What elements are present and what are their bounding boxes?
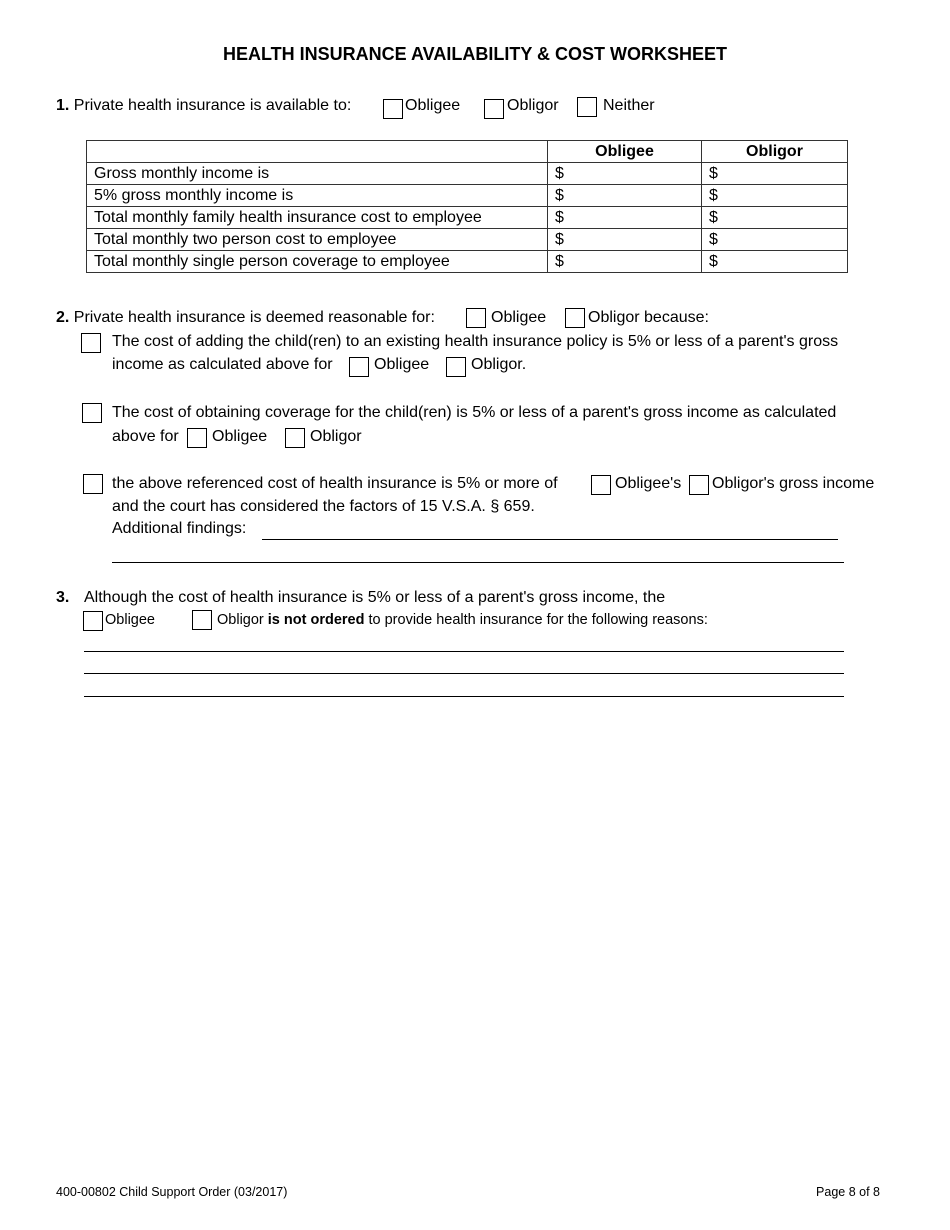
table-header-obligor: Obligor — [702, 141, 848, 163]
available-obligee-label: Obligee — [405, 97, 461, 114]
row-label: Gross monthly income is — [87, 163, 548, 185]
page-title: HEALTH INSURANCE AVAILABILITY & COST WORKSHEET — [223, 44, 727, 64]
available-obligor-label: Obligor — [507, 97, 559, 114]
section-2 — [56, 309, 435, 327]
section-3-text-line1: Although the cost of health insurance is 5% or less of a parent's gross income, the — [84, 589, 666, 606]
obligor-amount-field[interactable]: $ — [702, 251, 848, 273]
obligee-amount-field[interactable]: $ — [548, 163, 702, 185]
item-c-obligee-label: Obligee's — [615, 475, 682, 492]
available-neither-checkbox[interactable] — [577, 97, 597, 117]
item-c-obligor-label: Obligor's gross income — [712, 475, 875, 492]
reasonable-obligor-checkbox[interactable] — [565, 308, 585, 328]
item-b-text-line1: The cost of obtaining coverage for the child(ren) is 5% or less of a parent's gross income as calculated — [112, 404, 837, 421]
not-ordered-obligee-label: Obligee — [105, 612, 155, 628]
obligee-amount-field[interactable]: $ — [548, 229, 702, 251]
item-c-obligor-checkbox[interactable] — [689, 475, 709, 495]
item-a-obligee-label: Obligee — [374, 356, 430, 373]
item-b-obligor-checkbox[interactable] — [285, 428, 305, 448]
additional-findings-line-1[interactable] — [262, 539, 838, 540]
item-b-text-line2: above for — [112, 428, 179, 445]
table-row — [87, 207, 848, 229]
reasons-line-1[interactable] — [84, 651, 844, 652]
available-obligee-checkbox[interactable] — [383, 99, 403, 119]
reasonable-obligor-label: Obligor because: — [588, 309, 709, 326]
not-ordered-emphasis: is not ordered — [267, 612, 365, 628]
item-c-obligee-checkbox[interactable] — [591, 475, 611, 495]
income-cost-table — [86, 140, 848, 273]
section-2-label: Private health insurance is deemed reasonable for: — [73, 309, 435, 326]
additional-findings-label: Additional findings: — [112, 520, 247, 537]
item-a-text-line1: The cost of adding the child(ren) to an existing health insurance policy is 5% or less of a parent's gross — [112, 333, 839, 350]
obligee-amount-field[interactable]: $ — [548, 185, 702, 207]
reasonable-obligee-label: Obligee — [491, 309, 547, 326]
obligor-amount-field[interactable]: $ — [702, 185, 848, 207]
section-3-text-line2 — [217, 612, 708, 628]
not-ordered-obligor-label: Obligor — [217, 612, 264, 628]
table-header-blank — [87, 141, 548, 163]
item-a-text-line2: income as calculated above for — [112, 356, 333, 373]
reasons-line-2[interactable] — [84, 673, 844, 674]
table-row — [87, 163, 848, 185]
section-3-number: 3. — [56, 589, 70, 606]
item-b-obligee-label: Obligee — [212, 428, 268, 445]
item-a-obligor-checkbox[interactable] — [446, 357, 466, 377]
footer-page-number: Page 8 of 8 — [816, 1185, 880, 1199]
table-header-obligee: Obligee — [548, 141, 702, 163]
section-1-number: 1. — [56, 97, 70, 114]
additional-findings-line-2[interactable] — [112, 562, 844, 563]
section-1-label: Private health insurance is available to: — [73, 97, 352, 114]
section-1 — [56, 97, 351, 115]
reasons-line-3[interactable] — [84, 696, 844, 697]
reasonable-obligee-checkbox[interactable] — [466, 308, 486, 328]
item-a-checkbox[interactable] — [81, 333, 101, 353]
not-ordered-reasons-text: to provide health insurance for the following reasons: — [368, 612, 708, 628]
not-ordered-obligee-checkbox[interactable] — [83, 611, 103, 631]
obligor-amount-field[interactable]: $ — [702, 229, 848, 251]
item-b-obligee-checkbox[interactable] — [187, 428, 207, 448]
obligor-amount-field[interactable]: $ — [702, 207, 848, 229]
item-a-obligor-label: Obligor. — [471, 356, 527, 373]
table-header-row — [87, 141, 848, 163]
row-label: 5% gross monthly income is — [87, 185, 548, 207]
table-row — [87, 229, 848, 251]
item-c-checkbox[interactable] — [83, 474, 103, 494]
section-2-number: 2. — [56, 309, 70, 326]
item-c-text-line1: the above referenced cost of health insurance is 5% or more of — [112, 475, 558, 492]
row-label: Total monthly single person coverage to employee — [87, 251, 548, 273]
footer-form-id: 400-00802 Child Support Order (03/2017) — [56, 1185, 288, 1199]
item-b-obligor-label: Obligor — [310, 428, 362, 445]
obligee-amount-field[interactable]: $ — [548, 207, 702, 229]
not-ordered-obligor-checkbox[interactable] — [192, 610, 212, 630]
obligee-amount-field[interactable]: $ — [548, 251, 702, 273]
row-label: Total monthly two person cost to employee — [87, 229, 548, 251]
item-a-obligee-checkbox[interactable] — [349, 357, 369, 377]
obligor-amount-field[interactable]: $ — [702, 163, 848, 185]
item-b-checkbox[interactable] — [82, 403, 102, 423]
item-c-text-line2: and the court has considered the factors of 15 V.S.A. § 659. — [112, 498, 535, 515]
available-obligor-checkbox[interactable] — [484, 99, 504, 119]
table-row — [87, 185, 848, 207]
row-label: Total monthly family health insurance cost to employee — [87, 207, 548, 229]
table-row — [87, 251, 848, 273]
available-neither-label: Neither — [603, 97, 655, 114]
